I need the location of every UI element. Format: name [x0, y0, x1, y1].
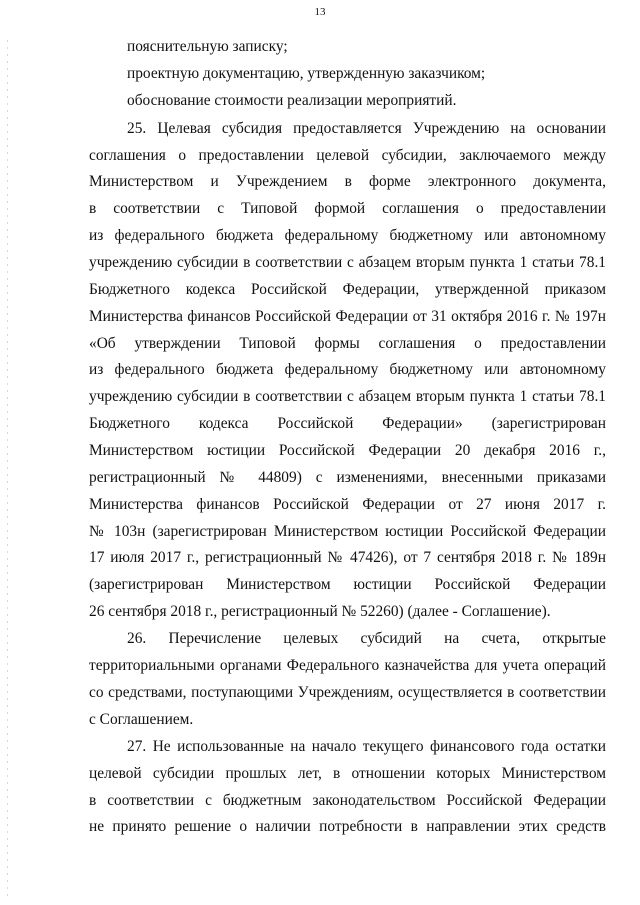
paragraph-25-start: 25. Целевая субсидия предоставляется Учреждению на основании — [127, 120, 606, 137]
text-line: Бюджетного кодекса Российской Федерации» (зарегистрирован — [89, 415, 606, 432]
page-number: 13 — [314, 6, 326, 18]
text-line: регистрационный № 44809) с изменениями, внесенными приказами — [89, 469, 606, 486]
text-line: Бюджетного кодекса Российской Федерации, утвержденной приказом — [89, 281, 606, 298]
scan-edge-artifact — [7, 40, 8, 900]
text-line: (зарегистрирован Министерством юстиции Российской Федерации — [89, 576, 606, 593]
text-line: № 103н (зарегистрирован Министерством юстиции Российской Федерации — [89, 523, 606, 540]
text-line: проектную документацию, утвержденную заказчиком; — [127, 65, 486, 82]
text-line: пояснительную записку; — [127, 38, 288, 55]
text-line: Министерства финансов Российской Федерации от 27 июня 2017 г. — [89, 496, 606, 513]
text-line: в соответствии с Типовой формой соглашения о предоставлении — [89, 200, 606, 217]
text-line: учреждению субсидии в соответствии с абзацем вторым пункта 1 статьи 78.1 — [89, 388, 606, 405]
text-line: со средствами, поступающими Учреждениям, осуществляется в соответствии — [89, 684, 606, 701]
text-line: Министерством и Учреждением в форме электронного документа, — [89, 173, 606, 190]
text-line: соглашения о предоставлении целевой субсидии, заключаемого между — [89, 147, 606, 164]
text-line: 17 июля 2017 г., регистрационный № 47426), от 7 сентября 2018 г. № 189н — [89, 549, 606, 566]
text-line: не принято решение о наличии потребности в направлении этих средств — [89, 818, 606, 835]
text-line: территориальными органами Федерального казначейства для учета операций — [89, 657, 606, 674]
text-line: Министерством юстиции Российской Федерации 20 декабря 2016 г., — [89, 442, 606, 459]
paragraph-26-start: 26. Перечисление целевых субсидий на счета, открытые — [127, 630, 606, 647]
text-line: Министерства финансов Российской Федерации от 31 октября 2016 г. № 197н — [89, 308, 606, 325]
text-line: учреждению субсидии в соответствии с абзацем вторым пункта 1 статьи 78.1 — [89, 254, 606, 271]
text-line: обоснование стоимости реализации мероприятий. — [127, 92, 457, 109]
text-line: с Соглашением. — [89, 711, 194, 728]
text-line: из федерального бюджета федеральному бюджетному или автономному — [89, 361, 606, 378]
paragraph-27-start: 27. Не использованные на начало текущего финансового года остатки — [127, 738, 606, 755]
text-line: в соответствии с бюджетным законодательством Российской Федерации — [89, 792, 606, 809]
text-line: «Об утверждении Типовой формы соглашения о предоставлении — [89, 335, 606, 352]
text-line: из федерального бюджета федеральному бюджетному или автономному — [89, 227, 606, 244]
text-line: 26 сентября 2018 г., регистрационный № 52260) (далее - Соглашение). — [89, 603, 551, 620]
text-line: целевой субсидии прошлых лет, в отношении которых Министерством — [89, 765, 606, 782]
